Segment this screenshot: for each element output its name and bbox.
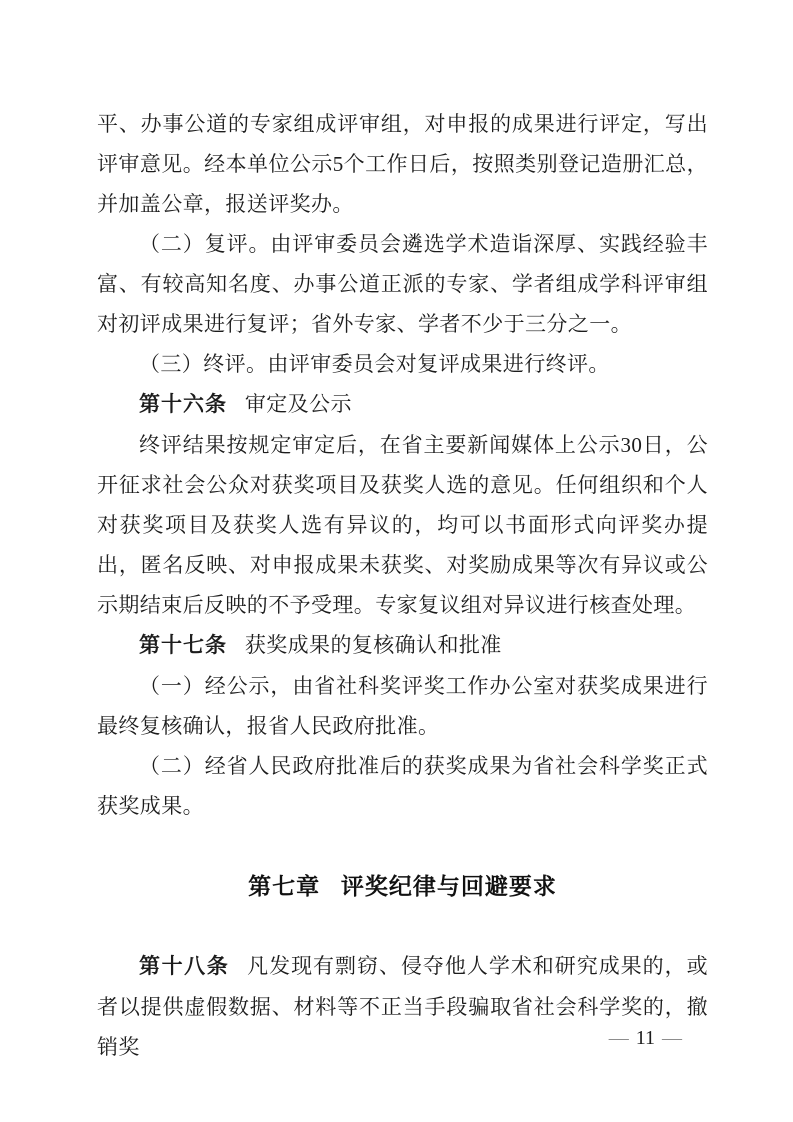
- page-number-value: 11: [635, 1027, 655, 1049]
- paragraph-item-second-review: （二）复评。由评审委员会遴选学术造诣深厚、实践经验丰富、有较高知名度、办事公道正派的专家、学者组成学科评审组对初评成果进行复评；省外专家、学者不少于三分之一。: [97, 232, 708, 336]
- article-16-number: 第十六条: [139, 393, 227, 416]
- paragraph-continuation: 平、办事公道的专家组成评审组，对申报的成果进行评定，写出评审意见。经本单位公示5个工作日后，按照类别登记造册汇总，并加盖公章，报送评奖办。: [97, 112, 708, 216]
- chapter-7-title: 评奖纪律与回避要求: [340, 873, 557, 899]
- page-number: [602, 1024, 689, 1052]
- paragraph-item-final-review: （三）终评。由评审委员会对复评成果进行终评。: [139, 352, 610, 376]
- article-16-heading: [97, 384, 708, 425]
- page-number-dash-right: —: [662, 1027, 682, 1049]
- page-number-dash-left: —: [608, 1027, 629, 1049]
- article-17-number: 第十七条: [139, 634, 227, 657]
- article-17-title: 获奖成果的复核确认和批准: [244, 633, 502, 657]
- chapter-7-number: 第七章: [248, 873, 321, 899]
- paragraph-approval: （二）经省人民政府批准后的获奖成果为省社会科学奖正式获奖成果。: [97, 754, 708, 818]
- article-16-title: 审定及公示: [244, 392, 352, 416]
- paragraph-publicity: 终评结果按规定审定后，在省主要新闻媒体上公示30日，公开征求社会公众对获奖项目及获奖人选的意见。任何组织和个人对获奖项目及获奖人选有异议的，均可以书面形式向评奖办提出，匿名反映、对申报成果未获奖、对奖励成果等次有异议或公示期结束后反映的不予受理。专家复议组对异议进行核查处理。: [97, 433, 708, 617]
- article-18-text: 凡发现有剽窃、侵夺他人学术和研究成果的，或者以提供虚假数据、材料等不正当手段骗取省社会科学奖的，撤销奖: [97, 954, 708, 1059]
- chapter-7-heading: [97, 866, 708, 906]
- paragraph-confirmation: （一）经公示，由省社科奖评奖工作办公室对获奖成果进行最终复核确认，报省人民政府批准。: [97, 674, 708, 738]
- article-17-heading: [97, 625, 708, 666]
- text-block: [97, 104, 708, 1067]
- article-18-number: 第十八条: [139, 955, 230, 978]
